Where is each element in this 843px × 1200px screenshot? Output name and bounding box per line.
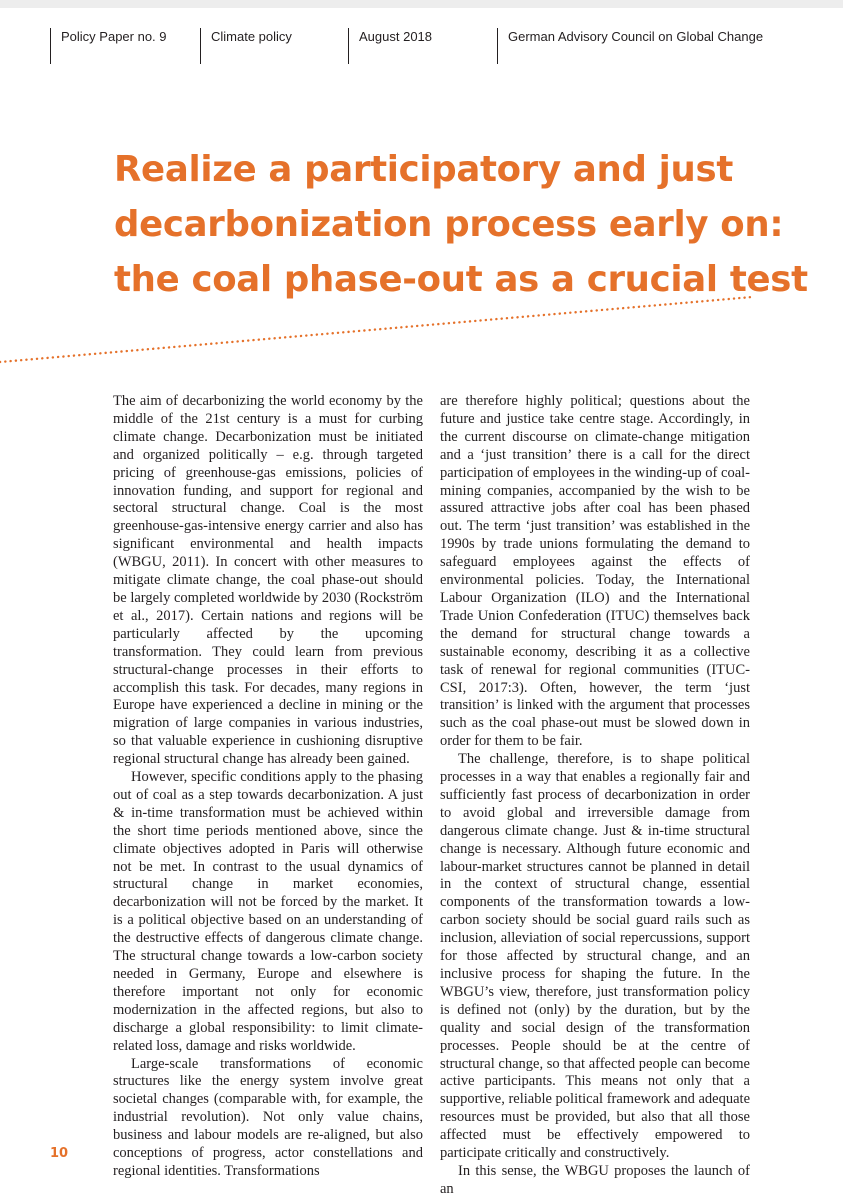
title-line: the coal phase-out as a crucial test: [114, 259, 808, 300]
paragraph: are therefore highly political; questions about the future and justice take centre stage. Accordingly, in the current discourse on climate-change mitigation and a ‘just transition’ there is a call for the direct participation of employees in the winding-up of coal-mining companies, accompanied by the wish to be assured attractive jobs after coal has been phased out. The term ‘just transition’ was established in the 1990s by trade unions formulating the demand to safeguard employees against the effects of environmental policies. Today, the International Labour Organization (ILO) and the International Trade Union Confederation (ITUC) themselves back the demand for structural change towards a sustainable economy, describing it as a collective task of renewal for regional communities (ITUC-CSI, 2017:3). Often, however, the term ‘just transition’ is linked with the argument that processes such as the coal phase-out must be slowed down in order for them to be fair.: [440, 393, 750, 750]
title-line: Realize a participatory and just: [114, 149, 734, 190]
header-organization: German Advisory Council on Global Change: [497, 28, 763, 64]
paragraph: The challenge, therefore, is to shape political processes in a way that enables a regionally fair and sufficiently fast process of decarbonization in order to avoid global and irreversible damage from dangerous climate change. Just & in-time structural change is necessary. Although future economic and labour-market structures cannot be planned in detail in the context of structural change, essential components of the transformation towards a low-carbon society should be social guard rails such as inclusion, alleviation of social repercussions, support for those affected by structural change, and an inclusive process for shaping the future. In the WBGU’s view, therefore, just transformation policy is defined not (only) by the duration, but by the quality and social design of the transformation processes. People should be at the centre of structural change, so that affected people can become active participants. This means not only that a supportive, reliable political framework and adequate resources must be provided, but also that all those affected must be effectively empowered to participate critically and constructively.: [440, 751, 751, 1162]
paragraph: Large-scale transformations of economic structures like the energy system involve great societal changes (comparable with, for example, the industrial revolution). Not only value chains, business and labour models are re-aligned, but also conceptions of progress, actor constellations and regional identities. Transformations: [113, 1055, 423, 1179]
dotted-divider-line: [0, 292, 843, 368]
header-paper-number: Policy Paper no. 9: [50, 28, 167, 64]
paragraph: In this sense, the WBGU proposes the launch of an: [440, 1162, 750, 1197]
title-line: decarbonization process early on:: [114, 204, 784, 245]
body-column-right: [440, 393, 750, 1199]
header-topic: Climate policy: [200, 28, 292, 64]
page-number: 10: [50, 1146, 69, 1161]
running-header: [0, 0, 843, 70]
paragraph: However, specific conditions apply to the phasing out of coal as a step towards decarbonization. A just & in-time transformation must be achieved within the short time periods mentioned above, since the climate objectives adopted in Paris will otherwise not be met. In contrast to the usual dynamics of structural change in market economies, decarbonization will not be forced by the market. It is a political objective based on an understanding of the destructive effects of dangerous climate change. The structural change towards a low-carbon society needed in Germany, Europe and elsewhere is therefore important not only for economic modernization in the affected regions, but also to discharge a global responsibility: to limit climate-related loss, damage and risks worldwide.: [113, 769, 423, 1054]
paragraph: The aim of decarbonizing the world economy by the middle of the 21st century is a must for curbing climate change. Decarbonization must be initiated and organized politically – e.g. through targeted pricing of greenhouse-gas emissions, policies of innovation funding, and support for regional and sectoral structural change. Coal is the most greenhouse-gas-intensive energy carrier and also has significant environmental and health impacts (WBGU, 2011). In concert with other measures to mitigate climate change, the coal phase-out should be largely completed worldwide by 2030 (Rockström et al., 2017). Certain nations and regions will be particularly affected by the upcoming transformation. They could learn from previous structural-change processes in their efforts to accomplish this task. For decades, many regions in Europe have experienced a decline in mining or the migration of large companies in various industries, so that valuable experience in cushioning disruptive regional structural change has already been gained.: [113, 393, 423, 768]
page-title: [114, 142, 808, 307]
body-column-left: [113, 393, 423, 1181]
header-date: August 2018: [348, 28, 432, 64]
